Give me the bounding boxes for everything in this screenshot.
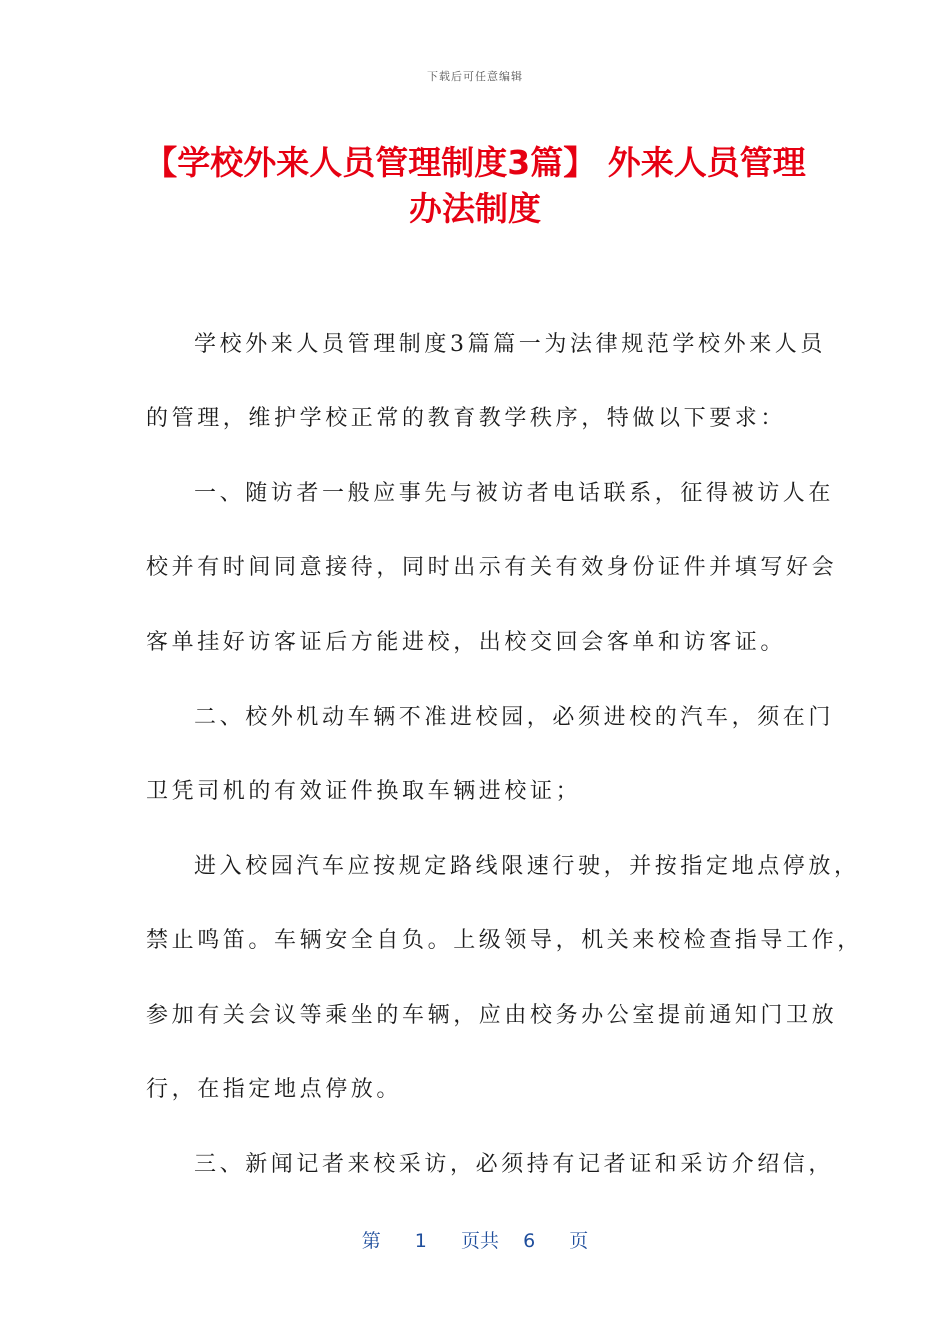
document-title: 【学校外来人员管理制度3篇】 外来人员管理办法制度 [144,143,806,228]
total-pages-number: 6 [523,1230,536,1252]
body-line: 校并有时间同意接待，同时出示有关有效身份证件并填写好会 [146,555,838,580]
body-line: 一、随访者一般应事先与被访者电话联系，征得被访人在 [194,481,835,506]
current-page-number: 1 [414,1230,427,1252]
body-line: 客单挂好访客证后方能进校，出校交回会客单和访客证。 [146,630,787,655]
body-line: 参加有关会议等乘坐的车辆，应由校务办公室提前通知门卫放 [146,1003,838,1028]
body-line: 的管理，维护学校正常的教育教学秩序，特做以下要求： [146,406,787,431]
body-line: 行，在指定地点停放。 [146,1077,403,1102]
footer-mid: 页共 [460,1230,499,1252]
body-line: 二、校外机动车辆不准进校园，必须进校的汽车，须在门 [194,705,835,730]
footer-suffix: 页 [569,1230,589,1252]
page-footer [0,1226,950,1253]
body-line: 学校外来人员管理制度3篇篇一为法律规范学校外来人员 [194,332,826,357]
body-line: 禁止鸣笛。车辆安全自负。上级领导，机关来校检查指导工作， [146,928,863,953]
header-note: 下载后可任意编辑 [427,70,523,83]
body-line: 进入校园汽车应按规定路线限速行驶，并按指定地点停放， [194,854,860,879]
body-line: 三、新闻记者来校采访，必须持有记者证和采访介绍信， [194,1152,835,1177]
footer-prefix: 第 [361,1230,381,1252]
body-line: 卫凭司机的有效证件换取车辆进校证； [146,779,582,804]
